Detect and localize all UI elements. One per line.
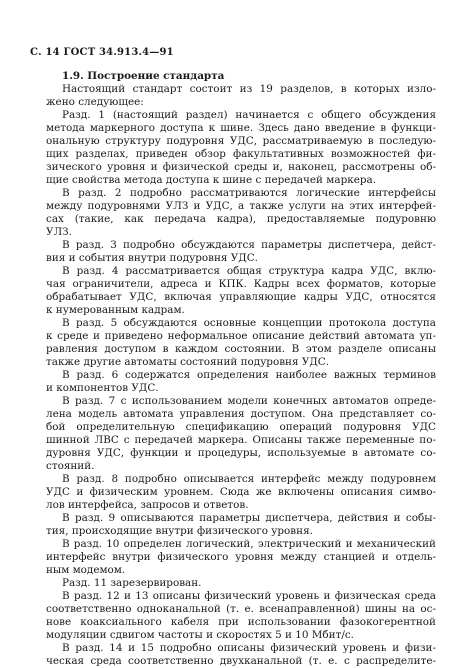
text-line: жено следующее: <box>46 96 144 108</box>
text-line: В разд. 2 подробно рассматриваются логические интерфейсы <box>62 187 436 199</box>
text-line: между подуровнями УЛЗ и УДС, а также услуги на этих интерфей- <box>46 200 436 212</box>
text-line: равления доступом в каждом состоянии. В этом разделе описаны <box>46 343 436 355</box>
text-line: В разд. 5 обсуждаются основные концепции протокола доступа <box>62 317 436 329</box>
text-line: УДС и физическим уровнем. Сюда же включены описания симво- <box>46 486 436 498</box>
text-line: лов интерфейса, запросов и ответов. <box>46 499 249 511</box>
text-line: В разд. 14 и 15 подробно описаны физический уровень и физи- <box>62 642 436 654</box>
text-line: чая ограничители, адреса и КПК. Кадры всех форматов, которые <box>46 278 436 290</box>
text-line: ным модемом. <box>46 564 126 576</box>
text-line: В разд. 9 описываются параметры диспетчера, действия и собы- <box>62 512 436 524</box>
text-line: бой определительную спецификацию операций подуровня УДС <box>46 421 436 433</box>
text-line: щие свойства метода доступа к шине с передачей маркера. <box>46 174 377 186</box>
text-line: Настоящий стандарт состоит из 19 разделов, в которых изло- <box>62 83 436 95</box>
text-line: модуляции сдвигом частоты и скоростях 5 и 10 Мбит/с. <box>46 629 354 641</box>
text-line: нове коаксиального кабеля при использовании фазокогерентной <box>46 616 436 628</box>
text-line: Разд. 1 (настоящий раздел) начинается с общего обсуждения <box>62 109 436 121</box>
text-line: В разд. 6 содержатся определения наиболее важных терминов <box>62 369 436 381</box>
text-line: тия, происходящие внутри физического уровня. <box>46 525 313 537</box>
page-header: С. 14 ГОСТ 34.913.4—91 <box>30 47 174 58</box>
text-line: обрабатывает УДС, включая управляющие кадры УДС, относятся <box>46 291 436 303</box>
text-line: УЛЗ. <box>46 226 72 238</box>
text-line: интерфейс внутри физического уровня между станцией и отдель- <box>46 551 436 563</box>
text-line: к среде и приведено неформальное описание действий автомата уп- <box>46 330 436 342</box>
text-line: вия и события внутри подуровня УДС. <box>46 252 258 264</box>
text-line: В разд. 10 определен логический, электрический и механический <box>62 538 436 550</box>
document-body <box>46 70 436 668</box>
text-line: соответственно одноканальной (т. е. всенаправленной) шины на ос- <box>46 603 436 615</box>
text-line: ческая среда соответственно двухканальной (т. е. с распределите- <box>46 655 436 667</box>
text-line: щих разделах, приведен обзор факультативных возможностей фи- <box>46 148 436 160</box>
text-line: к нумерованным кадрам. <box>46 304 185 316</box>
text-line: В разд. 7 с использованием модели конечных автоматов опреде- <box>62 395 436 407</box>
text-line: В разд. 12 и 13 описаны физический уровень и физическая среда <box>62 590 436 602</box>
text-line: дуровня УДС, функции и процедуры, используемые в автомате со- <box>46 447 436 459</box>
text-line: В разд. 4 рассматривается общая структура кадра УДС, вклю- <box>62 265 436 277</box>
text-line: ональную структуру подуровня УДС, рассматриваемую в последую- <box>46 135 436 147</box>
text-line: стояний. <box>46 460 95 472</box>
text-line: сах (такие, как передача кадра), предоставляемые подуровню <box>46 213 436 225</box>
text-line: В разд. 3 подробно обсуждаются параметры диспетчера, дейст- <box>62 239 436 251</box>
text-line: Разд. 11 зарезервирован. <box>62 577 202 589</box>
text-line: В разд. 8 подробно описывается интерфейс между подуровнем <box>62 473 436 485</box>
text-line: также другие автоматы состояний подуровня УДС. <box>46 356 330 368</box>
text-line: лена модель автомата управления доступом. Она представляет со- <box>46 408 436 420</box>
text-line: шинной ЛВС с передачей маркера. Описаны также переменные по- <box>46 434 436 446</box>
text-line: метода маркерного доступа к шине. Здесь дано введение в функци- <box>46 122 436 134</box>
text-line: и компонентов УДС. <box>46 382 159 394</box>
section-heading: 1.9. Построение стандарта <box>62 70 225 82</box>
text-line: зического уровня и физической среды и, наконец, рассмотрены об- <box>46 161 436 173</box>
